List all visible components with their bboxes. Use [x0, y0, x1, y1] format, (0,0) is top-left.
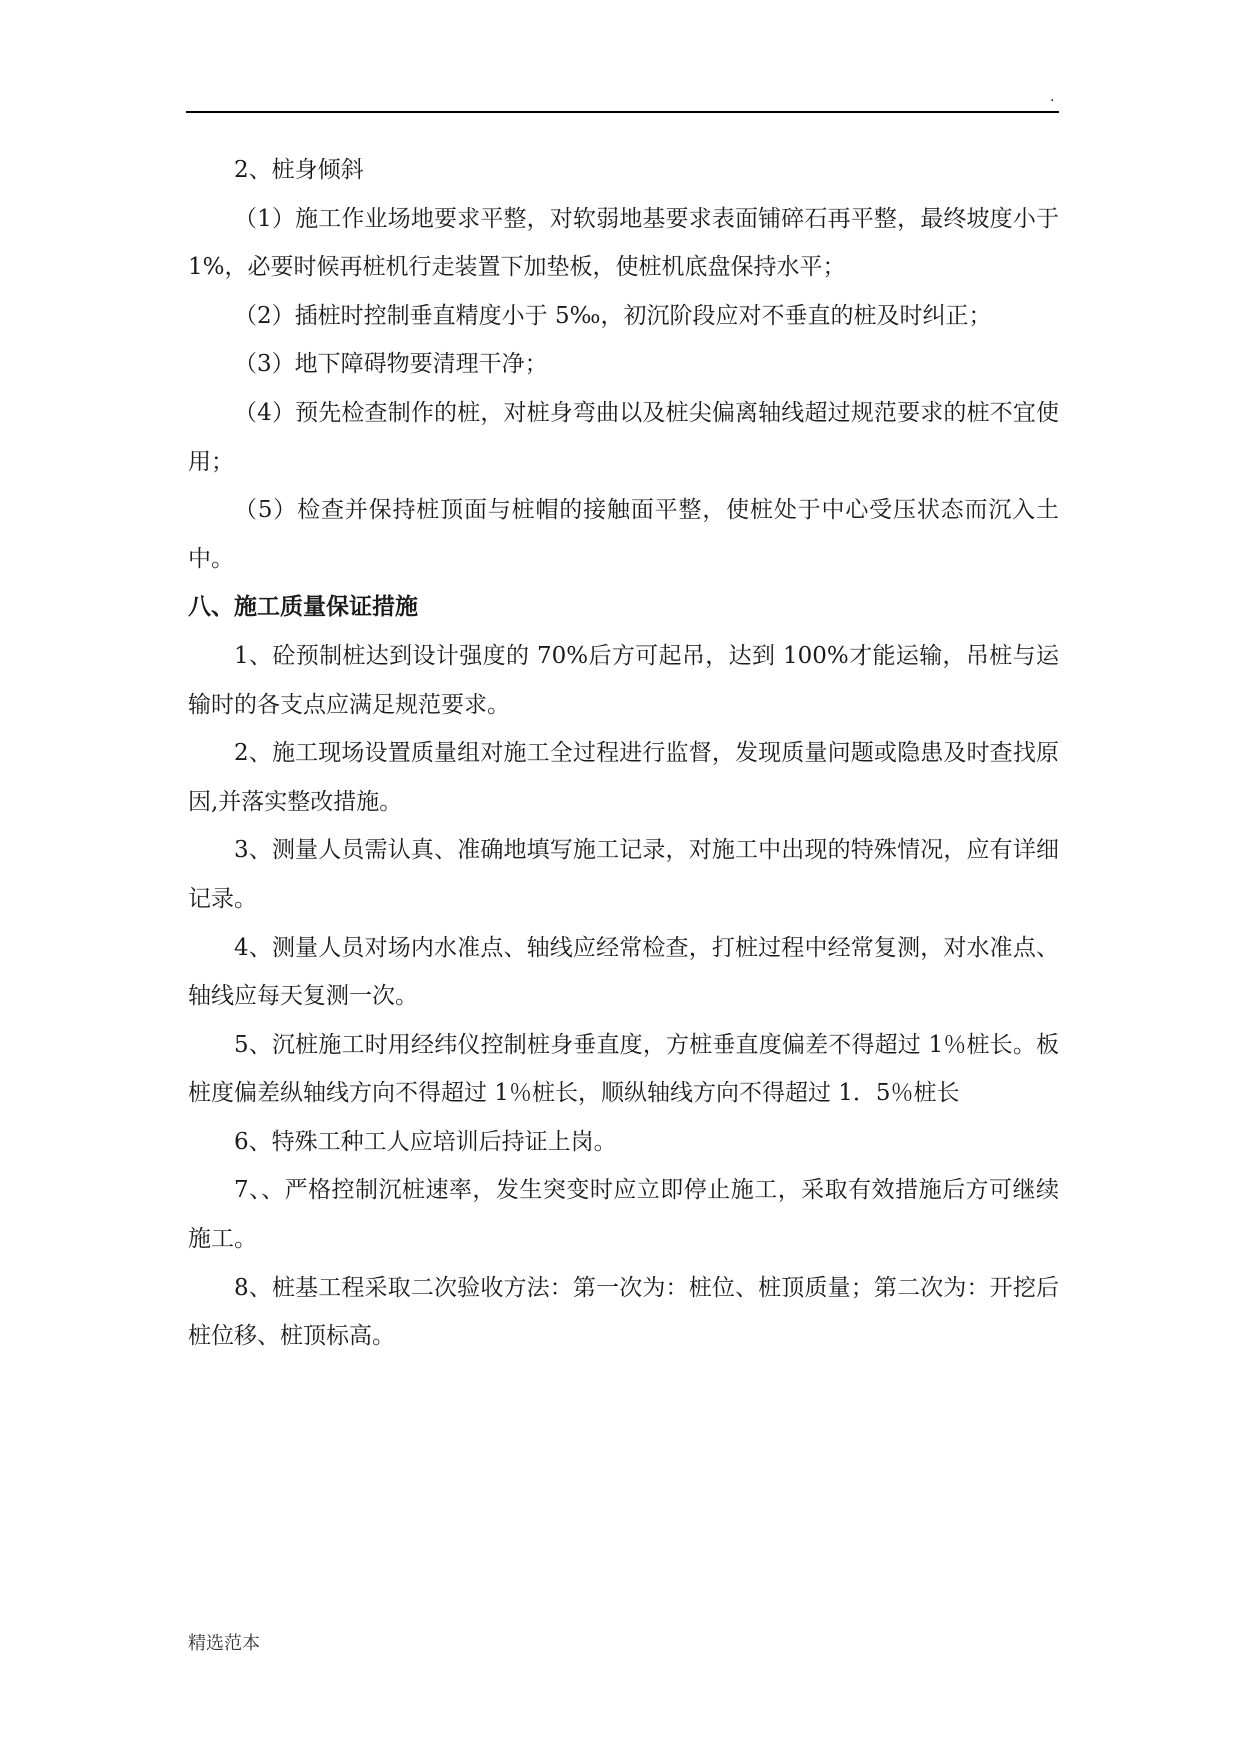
paragraph: 4、测量人员对场内水准点、轴线应经常检查，打桩过程中经常复测，对水准点、轴线应每天复测一次。 — [188, 934, 1059, 1010]
paragraph: 6、特殊工种工人应培训后持证上岗。 — [234, 1128, 617, 1155]
paragraph: 2、桩身倾斜 — [234, 157, 364, 183]
paragraph: 1、砼预制桩达到设计强度的 70%后方可起吊，达到 100%才能运输，吊桩与运输时的各支点应满足规范要求。 — [188, 642, 1059, 718]
paragraph: 7、、严格控制沉桩速率，发生突变时应立即停止施工，采取有效措施后方可继续施工。 — [188, 1177, 1059, 1253]
section-heading: 八、施工质量保证措施 — [188, 594, 418, 621]
paragraph: 3、测量人员需认真、准确地填写施工记录，对施工中出现的特殊情况，应有详细记录。 — [188, 837, 1059, 912]
paragraph: 2、施工现场设置质量组对施工全过程进行监督，发现质量问题或隐患及时查找原因,并落实整改措施。 — [188, 740, 1059, 815]
paragraph: 8、桩基工程采取二次验收方法：第一次为：桩位、桩顶质量；第二次为：开挖后桩位移、桩顶标高。 — [188, 1274, 1059, 1350]
paragraph: （5）检查并保持桩顶面与桩帽的接触面平整，使桩处于中心受压状态而沉入土中。 — [188, 497, 1059, 572]
paragraph: （3）地下障碍物要清理干净； — [234, 351, 548, 378]
paragraph: （1）施工作业场地要求平整，对软弱地基要求表面铺碎石再平整，最终坡度小于 1%，必要时候再桩机行走装置下加垫板，使桩机底盘保持水平； — [188, 205, 1059, 281]
header-mark: . — [1050, 89, 1055, 105]
paragraph: 5、沉桩施工时用经纬仪控制桩身垂直度，方桩垂直度偏差不得超过 1％桩长。板桩度偏差纵轴线方向不得超过 1％桩长，顺纵轴线方向不得超过 1．5％桩长 — [188, 1031, 1059, 1107]
paragraph: （2）插桩时控制垂直精度小于 5‰，初沉阶段应对不垂直的桩及时纠正； — [234, 302, 992, 329]
document-body — [188, 146, 1059, 1361]
header-rule — [186, 111, 1059, 113]
paragraph: （4）预先检查制作的桩，对桩身弯曲以及桩尖偏离轴线超过规范要求的桩不宜使用； — [188, 399, 1059, 475]
footer-text: 精选范本 — [188, 1633, 260, 1654]
